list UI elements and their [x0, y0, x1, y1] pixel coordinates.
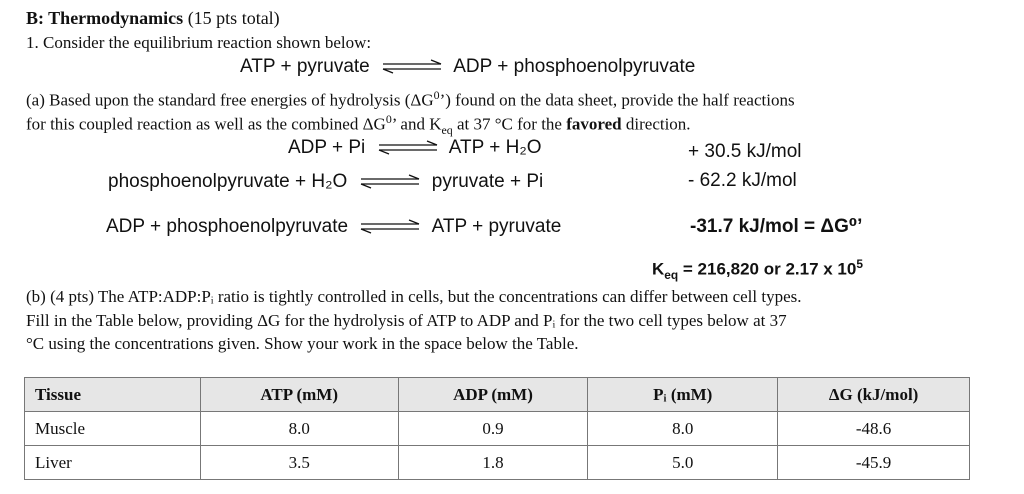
cell-adp: 1.8 [398, 446, 588, 480]
part-b-line-2: Fill in the Table below, providing ΔG for the hydrolysis of ATP to ADP and Pᵢ for the two cell types below at 37 [26, 311, 787, 330]
half-reaction-1-value: + 30.5 kJ/mol [688, 141, 802, 162]
part-b-line-1: (b) (4 pts) The ATP:ADP:Pᵢ ratio is tightly controlled in cells, but the concentrations can differ between cell types. [26, 287, 802, 306]
part-b-line-3: °C using the concentrations given. Show your work in the space below the Table. [26, 334, 579, 353]
header-tissue: Tissue [25, 378, 201, 412]
keq-symbol: K [652, 259, 665, 279]
combined-reaction [106, 216, 561, 238]
cell-pi: 5.0 [588, 446, 778, 480]
part-a-text: ’) found on the data sheet, provide the half reactions [439, 90, 795, 110]
half-reaction-2-value: - 62.2 kJ/mol [688, 170, 797, 191]
main-reaction-right: ADP + phosphoenolpyruvate [453, 56, 696, 77]
reaction-left: ADP + phosphoenolpyruvate [106, 216, 349, 237]
equilibrium-arrow-icon [359, 219, 421, 235]
combined-delta-g: -31.7 kJ/mol = ΔG⁰’ [690, 216, 863, 237]
reaction-left: ADP + Pi [288, 137, 366, 158]
reaction-right: ATP + H₂O [448, 137, 542, 158]
half-reaction-1 [288, 137, 542, 159]
part-a-text: direction. [621, 114, 691, 134]
subscript: eq [441, 123, 453, 138]
cell-delta-g: -48.6 [778, 412, 970, 446]
part-a-text: ’ and K [391, 114, 442, 134]
cell-atp: 8.0 [200, 412, 398, 446]
header-pi: Pᵢ (mM) [588, 378, 778, 412]
cell-tissue: Liver [25, 446, 201, 480]
table-row [25, 412, 970, 446]
equilibrium-arrow-icon [381, 59, 443, 75]
part-a-text: for this coupled reaction as well as the combined ΔG [26, 114, 386, 134]
section-heading [26, 8, 280, 29]
favored-emphasis: favored [566, 114, 622, 134]
concentration-table [24, 377, 970, 480]
superscript: 5 [856, 257, 863, 271]
keq-value: = 216,820 or 2.17 x 10 [678, 259, 857, 279]
cell-delta-g: -45.9 [778, 446, 970, 480]
question-prompt: 1. Consider the equilibrium reaction shown below: [26, 33, 372, 52]
subscript: eq [664, 268, 679, 283]
part-a-line-2 [26, 112, 691, 138]
part-a-text: at 37 °C for the [452, 114, 567, 134]
keq-result [652, 257, 863, 282]
cell-adp: 0.9 [398, 412, 588, 446]
cell-tissue: Muscle [25, 412, 201, 446]
cell-atp: 3.5 [200, 446, 398, 480]
section-title: B: Thermodynamics [26, 8, 184, 28]
section-points: (15 pts total) [187, 8, 280, 28]
part-a-line-1 [26, 88, 795, 111]
part-a-text: (a) Based upon the standard free energies of hydrolysis (ΔG [26, 90, 434, 110]
equilibrium-arrow-icon [377, 140, 439, 156]
main-reaction-left: ATP + pyruvate [240, 56, 370, 77]
table-header-row [25, 378, 970, 412]
superscript: 0 [433, 88, 440, 102]
header-delta-g: ΔG (kJ/mol) [778, 378, 970, 412]
main-reaction [240, 56, 695, 78]
table-row [25, 446, 970, 480]
equilibrium-arrow-icon [359, 174, 421, 190]
reaction-left: phosphoenolpyruvate + H₂O [108, 171, 348, 192]
reaction-right: ATP + pyruvate [431, 216, 562, 237]
reaction-right: pyruvate + Pi [431, 171, 544, 192]
cell-pi: 8.0 [588, 412, 778, 446]
superscript: 0 [385, 112, 392, 126]
half-reaction-2 [108, 171, 543, 193]
header-atp: ATP (mM) [200, 378, 398, 412]
header-adp: ADP (mM) [398, 378, 588, 412]
